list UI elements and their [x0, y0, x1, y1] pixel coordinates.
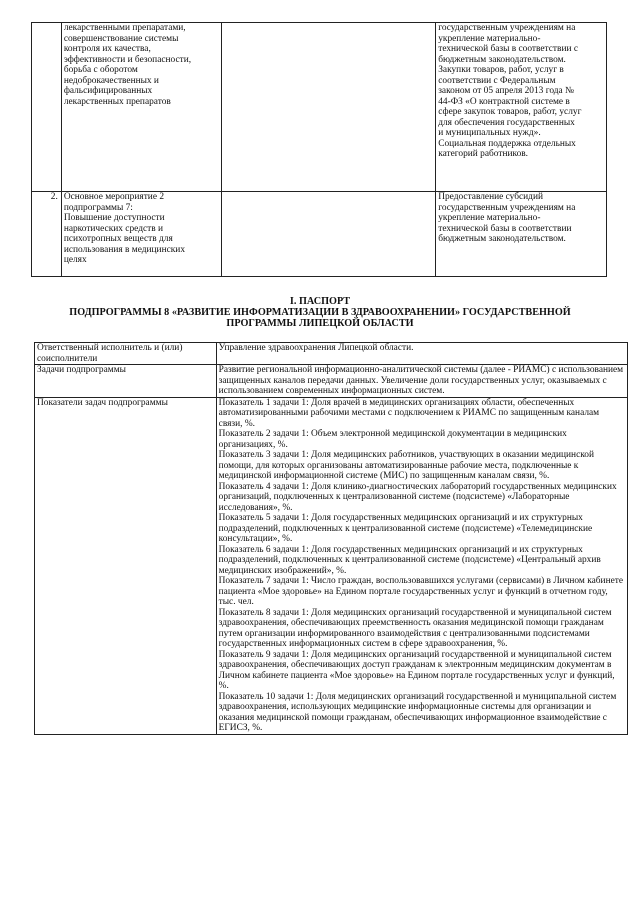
table-row [35, 397, 628, 734]
section-heading: I. ПАСПОРТ [289, 296, 351, 307]
section-title-continued: ПРОГРАММЫ ЛИПЕЦКОЙ ОБЛАСТИ [226, 318, 414, 329]
indicators-label: Показатели задач подпрограммы [35, 397, 217, 734]
program-activities-table [31, 22, 607, 277]
indicator-item: Показатель 5 задачи 1: Доля государственных медицинских организаций и их структурных подразделений, подключенных к централизованной системе (подсистеме) «Телемедицинские консультации», %. [218, 513, 593, 544]
table-row [32, 192, 607, 277]
activity-description-cell: лекарственными препаратами, совершенствование системы контроля их качества, эффективности и безопасности, борьба с оборотом недоброкачественных и фальсифицированных лекарственных препаратов [61, 23, 221, 192]
tasks-value: Развитие региональной информационно-аналитической системы (далее - РИАМС) с использованием защищенных каналов передачи данных. Увеличение доли государственных услуг, оказываемых с использованием современных информационных систем. [216, 365, 627, 398]
tasks-label: Задачи подпрограммы [35, 365, 217, 398]
indicator-item: Показатель 8 задачи 1: Доля медицинских организаций государственной и муниципальной систем здравоохранения, обеспечивающих преемственность оказания медицинской помощи гражданам путем организации информированного взаимодействия с централизованными подсистемами государственных информационных систем в сфере здравоохранения, %. [218, 607, 612, 649]
section-title: ПОДПРОГРАММЫ 8 «РАЗВИТИЕ ИНФОРМАТИЗАЦИИ В ЗДРАВООХРАНЕНИИ» ГОСУДАРСТВЕННОЙ [69, 307, 571, 318]
indicator-item: Показатель 4 задачи 1: Доля клинико-диагностических лабораторий государственных медицинских организаций, подключенных к централизованной системе (подсистеме) «Лабораторные исследования», %. [218, 481, 617, 513]
indicator-item: Показатель 2 задачи 1: Объем электронной медицинской документации в медицинских организациях, %. [218, 429, 567, 450]
implementation-directions-cell: государственным учреждениям на укрепление материально- технической базы в соответствии с бюджетным законодательством. Закупки товаров, работ, услуг в соответствии с Федеральным законом от 05 апреля 2013 года № 44-ФЗ «О контрактной системе в сфере закупок товаров, работ, услуг для обеспечения государственных и муниципальных нужд». Социальная поддержка отдельных категорий работников. [436, 23, 607, 192]
executor-value: Управление здравоохранения Липецкой области. [216, 343, 627, 365]
row-number-cell [32, 23, 62, 192]
passport-table [34, 342, 628, 735]
indicator-item: Показатель 6 задачи 1: Доля государственных медицинских организаций и их структурных подразделений, подключенных к централизованной системе (подсистеме) «Центральный архив медицинских изображений», %. [218, 544, 601, 576]
executor-label: Ответственный исполнитель и (или) соисполнители [35, 343, 217, 365]
table-row [35, 343, 628, 365]
indicator-item: Показатель 9 задачи 1: Доля медицинских организаций государственной и муниципальной систем здравоохранения, обеспечивающих доступ гражданам к электронным медицинским документам в Личном кабинете пациента «Мое здоровье» на Едином портале государственных услуг и функций, %. [218, 649, 615, 691]
indicator-item: Показатель 3 задачи 1: Доля медицинских работников, участвующих в оказании медицинской помощи, для которых организованы автоматизированные рабочие места, подключенные к медицинской информационной системе (МИС) по защищенным каналам связи, %. [218, 450, 595, 481]
indicator-item: Показатель 7 задачи 1: Число граждан, воспользовавшихся услугами (сервисами) в Личном кабинете пациента «Мое здоровье» на Едином портале государственных услуг и функций в отчетном году, тыс. чел. [218, 576, 624, 607]
activity-description-cell: Основное мероприятие 2 подпрограммы 7: Повышение доступности наркотических средств и психотропных веществ для использования в медицинских целях [61, 192, 221, 277]
indicator-item: Показатель 1 задачи 1: Доля врачей в медицинских организациях области, обеспеченных автоматизированными рабочими местами с подключением к РИАМС по защищенным каналам связи, %. [218, 397, 600, 429]
table-row [35, 365, 628, 398]
implementation-directions-cell: Предоставление субсидий государственным учреждениям на укрепление материально- технической базы в соответствии бюджетным законодательством. [436, 192, 607, 277]
row-number-cell: 2. [32, 192, 62, 277]
empty-cell [221, 192, 436, 277]
indicator-item: Показатель 10 задачи 1: Доля медицинских организаций государственной и муниципальной систем здравоохранения, использующих медицинские информационные системы для организации и оказания медицинской помощи гражданам, обеспечивающих информационное взаимодействие с ЕГИСЗ, %. [218, 691, 617, 733]
empty-cell [221, 23, 436, 192]
indicators-value [216, 397, 627, 734]
table-row [32, 23, 607, 192]
